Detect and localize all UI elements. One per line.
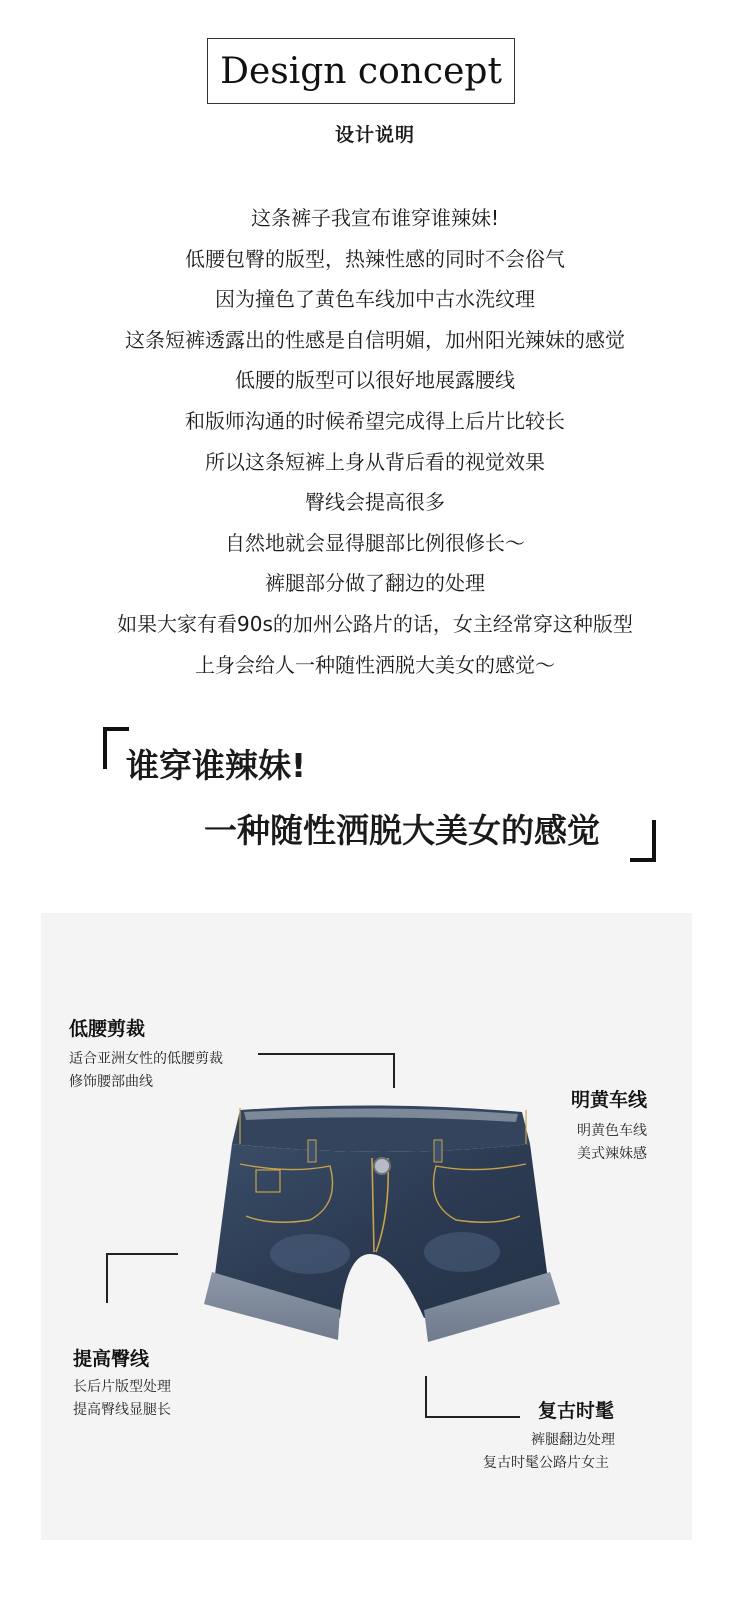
description-line: 裤腿部分做了翻边的处理 xyxy=(265,571,485,596)
slogan-line-2: 一种随性洒脱大美女的感觉 xyxy=(204,811,600,850)
description-line: 如果大家有看90s的加州公路片的话，女主经常穿这种版型 xyxy=(117,611,633,636)
description-line: 和版师沟通的时候希望完成得上后片比较长 xyxy=(185,408,565,433)
title-box xyxy=(207,38,515,104)
description-line: 低腰包臀的版型，热辣性感的同时不会俗气 xyxy=(185,246,565,271)
feature-low-waist-title: 低腰剪裁 xyxy=(69,1018,146,1040)
slogan-line-1: 谁穿谁辣妹! xyxy=(126,746,307,785)
feature-yellow-stitch-desc-2: 美式辣妹感 xyxy=(577,1146,647,1162)
feature-low-waist-desc-2: 修饰腰部曲线 xyxy=(69,1074,153,1090)
description-line: 自然地就会显得腿部比例很修长～ xyxy=(225,530,525,555)
quote-bracket-close-icon xyxy=(630,820,656,862)
description-paragraph xyxy=(0,198,750,685)
description-line: 这条短裤透露出的性感是自信明媚，加州阳光辣妹的感觉 xyxy=(125,327,625,352)
denim-shorts-image xyxy=(200,1104,566,1349)
feature-yellow-stitch-desc-1: 明黄色车线 xyxy=(577,1123,647,1139)
retro-leader-line xyxy=(425,1416,520,1418)
feature-hip-lift-title: 提高臀线 xyxy=(73,1348,150,1370)
retro-leader-line xyxy=(425,1376,427,1418)
feature-hip-lift-desc-2: 提高臀线显腿长 xyxy=(73,1402,171,1418)
feature-low-waist-desc-1: 适合亚洲女性的低腰剪裁 xyxy=(69,1051,223,1067)
low-waist-leader-line xyxy=(393,1053,395,1088)
feature-retro-desc-2: 复古时髦公路片女主 xyxy=(483,1455,609,1471)
hip-lift-leader-line xyxy=(106,1253,108,1303)
page-title: Design concept xyxy=(220,50,502,92)
description-line: 这条裤子我宣布谁穿谁辣妹! xyxy=(250,206,500,230)
low-waist-leader-line xyxy=(258,1053,395,1055)
feature-hip-lift-desc-1: 长后片版型处理 xyxy=(73,1379,171,1395)
feature-retro-desc-1: 裤腿翻边处理 xyxy=(531,1432,615,1448)
feature-yellow-stitch-title: 明黄车线 xyxy=(571,1089,648,1111)
description-line: 低腰的版型可以很好地展露腰线 xyxy=(235,368,515,393)
description-line: 上身会给人一种随性洒脱大美女的感觉～ xyxy=(195,652,555,677)
description-line: 因为撞色了黄色车线加中古水洗纹理 xyxy=(215,287,535,312)
description-line: 所以这条短裤上身从背后看的视觉效果 xyxy=(205,449,545,474)
description-line: 臀线会提高很多 xyxy=(305,490,445,515)
hip-lift-leader-line xyxy=(106,1253,178,1255)
feature-retro-title: 复古时髦 xyxy=(538,1400,615,1422)
page-subtitle: 设计说明 xyxy=(334,124,415,146)
